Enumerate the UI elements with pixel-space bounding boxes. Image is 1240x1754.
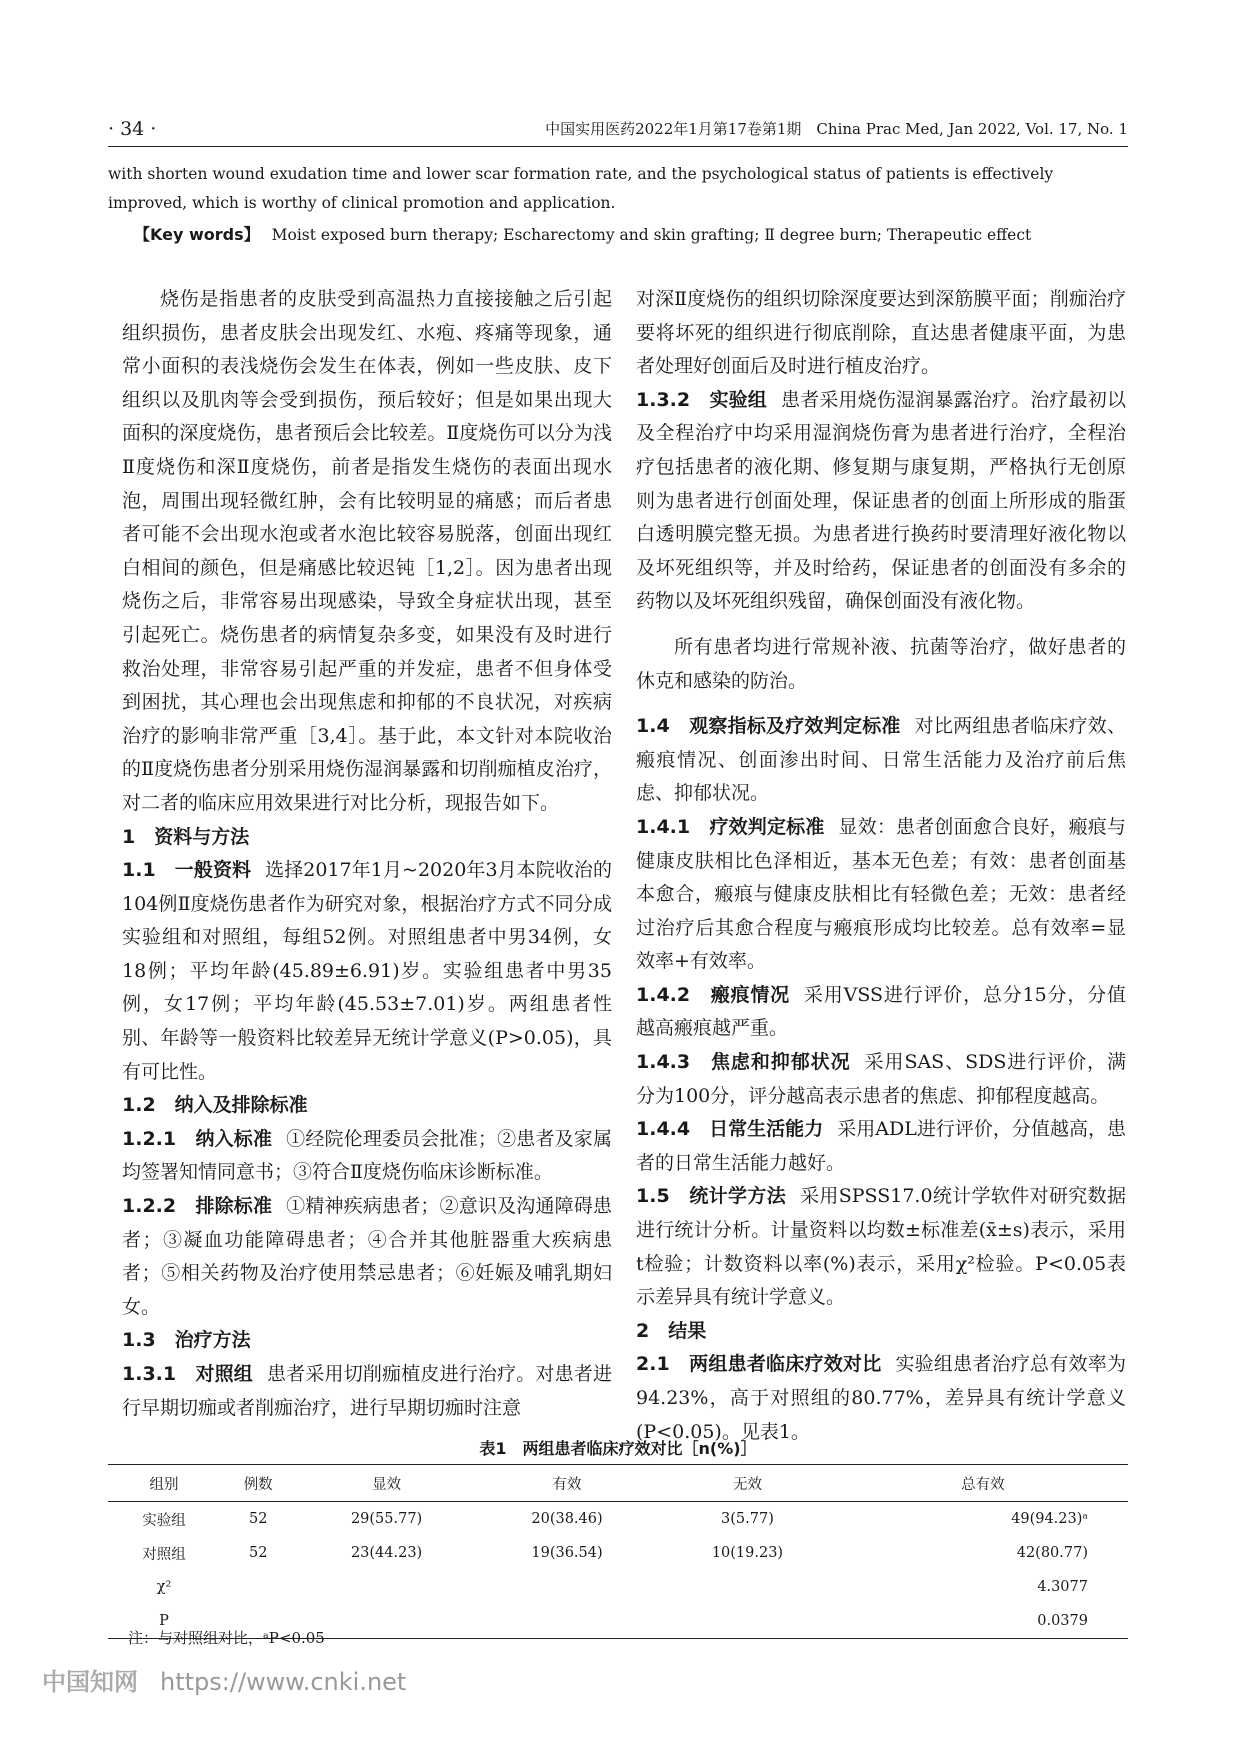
table-cell [296, 1570, 476, 1604]
section-1-4-4-text: 采用ADL进行评价，分值越高，患者的日常生活能力越好。 [636, 1118, 1126, 1174]
cnki-url: https://www.cnki.net [160, 1668, 407, 1696]
section-1-5-heading: 1.5 统计学方法 [636, 1185, 787, 1208]
table-cell [477, 1604, 657, 1639]
section-1-3-2-heading: 1.3.2 实验组 [636, 388, 767, 411]
table-cell: 19(36.54) [531, 1545, 603, 1561]
section-1-4-4-heading: 1.4.4 日常生活能力 [636, 1118, 824, 1141]
table-cell: 52 [248, 1511, 268, 1527]
journal-info: 中国实用医药2022年1月第17卷第1期 China Prac Med, Jan 2022, Vol. 17, No. 1 [545, 120, 1128, 138]
section-1-2-2-text: ①精神疾病患者；②意识及沟通障碍患者；③凝血功能障碍患者；④合并其他脏器重大疾病患者；⑤相关药物及治疗使用禁忌患者；⑥妊娠及哺乳期妇女。 [122, 1195, 612, 1318]
abstract-end: with shorten wound exudation time and lower scar formation rate, and the psychological status of patients is effectively improved, which is worthy of clinical promotion and application. [108, 165, 1054, 212]
table-header-cell: 例数 [220, 1465, 296, 1502]
section-1-4-text: 对比两组患者临床疗效、瘢痕情况、创面渗出时间、日常生活能力及治疗前后焦虑、抑郁状况。 [636, 715, 1126, 805]
cnki-watermark [42, 1662, 406, 1697]
section-1-2-1-text: ①经院伦理委员会批准；②患者及家属均签署知情同意书；③符合Ⅱ度烧伤临床诊断标准。 [122, 1127, 612, 1184]
section-1-4-1-heading: 1.4.1 疗效判定标准 [636, 815, 825, 838]
common-treatment-paragraph: 所有患者均进行常规补液、抗菌等治疗，做好患者的休克和感染的防治。 [636, 635, 1126, 692]
table-cell: 3(5.77) [721, 1511, 774, 1527]
section-2-1-text: 实验组患者治疗总有效率为94.23%，高于对照组的80.77%，差异具有统计学意义(P<0.05)。见表1。 [636, 1353, 1126, 1443]
table-1 [108, 1464, 1128, 1639]
table-cell [657, 1570, 837, 1604]
keywords [108, 220, 1128, 250]
table-cell: 52 [248, 1545, 268, 1561]
table-cell: 20(38.46) [531, 1511, 603, 1527]
table-cell [220, 1570, 296, 1604]
table-cell [657, 1604, 837, 1639]
section-2-1-heading: 2.1 两组患者临床疗效对比 [636, 1353, 882, 1376]
keywords-label: 【Key words】 [134, 225, 260, 244]
section-1-4-1-text: 显效：患者创面愈合良好，瘢痕与健康皮肤相比色泽相近，基本无色差；有效：患者创面基本愈合，瘢痕与健康皮肤相比有轻微色差；无效：患者经过治疗后其愈合程度与瘢痕形成均比较差。总有效率=显效率+有效率。 [636, 815, 1126, 973]
section-1-3-2-text: 患者采用烧伤湿润暴露治疗。治疗最初以及全程治疗中均采用湿润烧伤膏为患者进行治疗，全程治疗包括患者的液化期、修复期与康复期，严格执行无创原则为患者进行创面处理，保证患者的创面上所形成的脂蛋白透明膜完整无损。为患者进行换药时要清理好液化物以及坏死组织等，并及时给药，保证患者的创面没有多余的药物以及坏死组织残留，确保创面没有液化物。 [636, 388, 1126, 613]
section-1-3-1-heading: 1.3.1 对照组 [122, 1363, 253, 1385]
section-1-4-3-heading: 1.4.3 焦虑和抑郁状况 [636, 1051, 851, 1074]
page-number: · 34 · [108, 118, 157, 140]
table-header-row [108, 1465, 1128, 1502]
table-header-cell: 组别 [108, 1465, 220, 1502]
section-1-4-2-heading: 1.4.2 瘢痕情况 [636, 983, 790, 1006]
page-header [108, 118, 1128, 142]
table-header-cell: 总有效 [838, 1465, 1128, 1502]
section-1-4-2-text: 采用VSS进行评价，总分15分，分值越高瘢痕越严重。 [636, 983, 1126, 1040]
section-1-3-1-text: 患者采用切削痂植皮进行治疗。对患者进行早期切痂或者削痂治疗，进行早期切痂时注意 [122, 1363, 612, 1419]
header-rule [108, 146, 1128, 147]
left-column [122, 283, 612, 1425]
section-1-1-text: 选择2017年1月~2020年3月本院收治的104例Ⅱ度烧伤患者作为研究对象，根据治疗方式不同分成实验组和对照组，每组52例。对照组患者中男34例，女18例；平均年龄(45.89±6.91)岁。实验组患者中男35例，女17例；平均年龄(45.53±7.01)岁。两组患者性别、年龄等一般资料比较差异无统计学意义(P>0.05)，具有可比性。 [122, 859, 612, 1083]
table-cell: P [108, 1604, 220, 1639]
table-cell: 4.3077 [1037, 1579, 1088, 1595]
table-cell: 实验组 [142, 1512, 186, 1529]
table-cell [477, 1570, 657, 1604]
section-1-3-heading: 1.3 治疗方法 [122, 1329, 251, 1352]
cnki-logo: 中国知网 [42, 1668, 138, 1696]
section-1-4-heading: 1.4 观察指标及疗效判定标准 [636, 715, 901, 738]
section-1-5-text: 采用SPSS17.0统计学软件对研究数据进行统计分析。计量资料以均数±标准差(x̄±s)表示，采用t检验；计数资料以率(%)表示，采用χ²检验。P<0.05表示差异具有统计学意义。 [636, 1185, 1126, 1309]
table-cell: 对照组 [142, 1546, 186, 1563]
table-row [108, 1502, 1128, 1537]
table-cell: 10(19.23) [711, 1545, 784, 1561]
section-1-4-3-text: 采用SAS、SDS进行评价，满分为100分，评分越高表示患者的焦虑、抑郁程度越高。 [636, 1051, 1126, 1107]
table-cell: 49(94.23)ᵃ [1011, 1511, 1088, 1527]
intro-paragraph: 烧伤是指患者的皮肤受到高温热力直接接触之后引起组织损伤，患者皮肤会出现发红、水疱、疼痛等现象，通常小面积的表浅烧伤会发生在体表，例如一些皮肤、皮下组织以及肌肉等会受到损伤，预后较好；但是如果出现大面积的深度烧伤，患者预后会比较差。Ⅱ度烧伤可以分为浅Ⅱ度烧伤和深Ⅱ度烧伤，前者是指发生烧伤的表面出现水泡，周围出现轻微红肿，会有比较明显的痛感；而后者患者可能不会出现水泡或者水泡比较容易脱落，创面出现红白相间的颜色，但是痛感比较迟钝［1,2］。因为患者出现烧伤之后，非常容易出现感染，导致全身症状出现，甚至引起死亡。烧伤患者的病情复杂多变，如果没有及时进行救治处理，非常容易引起严重的并发症，患者不但身体受到困扰，其心理也会出现焦虑和抑郁的不良状况，对疾病治疗的影响非常严重［3,4］。基于此，本文针对本院收治的Ⅱ度烧伤患者分别采用烧伤湿润暴露和切削痂植皮治疗，对二者的临床应用效果进行对比分析，现报告如下。 [122, 288, 612, 814]
right-column [636, 283, 1126, 1449]
keywords-text: Moist exposed burn therapy; Escharectomy and skin grafting; Ⅱ degree burn; Therapeutic effect [271, 226, 1032, 244]
section-1-2-heading: 1.2 纳入及排除标准 [122, 1094, 308, 1117]
table-row [108, 1536, 1128, 1570]
section-1-3-1-continued: 对深Ⅱ度烧伤的组织切除深度要达到深筋膜平面；削痂治疗要将坏死的组织进行彻底削除，直达患者健康平面，为患者处理好创面后及时进行植皮治疗。 [636, 288, 1126, 378]
table-cell: 42(80.77) [1016, 1545, 1088, 1561]
table-header-cell: 显效 [296, 1465, 476, 1502]
table-header-cell: 有效 [477, 1465, 657, 1502]
table-cell: 29(55.77) [350, 1511, 423, 1527]
section-1-2-1-heading: 1.2.1 纳入标准 [122, 1127, 273, 1150]
section-1-heading: 1 资料与方法 [122, 825, 250, 848]
table-cell: 23(44.23) [350, 1545, 423, 1561]
table-1-note: 注：与对照组对比，ᵃP<0.05 [128, 1629, 325, 1647]
table-header-cell: 无效 [657, 1465, 837, 1502]
section-1-1-heading: 1.1 一般资料 [122, 859, 252, 882]
table-1-caption: 表1 两组患者临床疗效对比［n(%)］ [479, 1439, 757, 1458]
table-row [108, 1570, 1128, 1604]
section-2-heading: 2 结果 [636, 1319, 707, 1342]
table-cell: 0.0379 [838, 1604, 1128, 1639]
section-1-2-2-heading: 1.2.2 排除标准 [122, 1195, 273, 1218]
table-cell: χ² [156, 1579, 172, 1595]
